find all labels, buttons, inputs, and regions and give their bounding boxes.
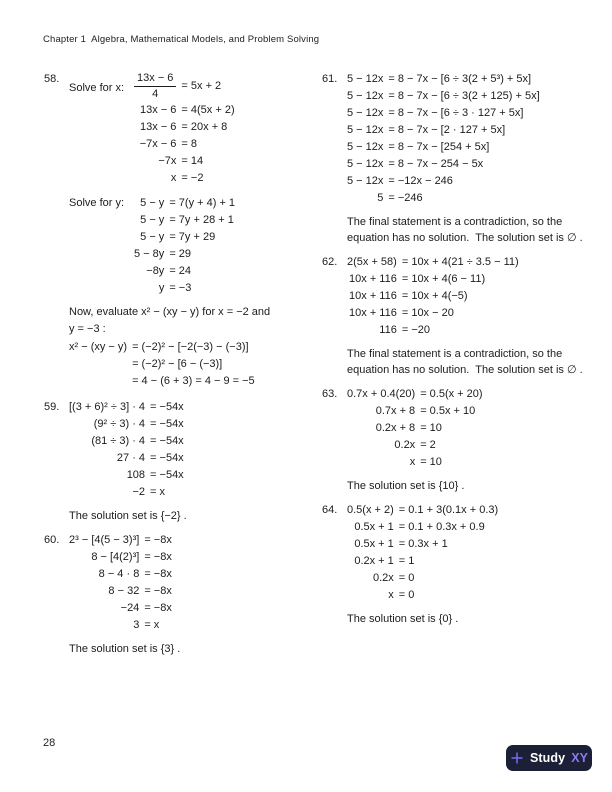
equation-lhs: 13x − 6 <box>140 121 177 133</box>
equation-lhs: 0.5x + 1 <box>354 521 394 533</box>
equation-block <box>347 71 604 207</box>
problem <box>44 532 312 656</box>
equation-lhs: 2(5x + 58) <box>347 256 397 268</box>
equation-rhs: = 0 <box>398 589 415 601</box>
equation-lhs: 0.5x + 1 <box>354 538 394 550</box>
equation-lines <box>134 71 235 187</box>
equation-lines <box>69 532 172 634</box>
plus-icon <box>510 751 524 765</box>
equation-rhs: = −8x <box>144 534 172 546</box>
solution-statement: The solution set is {10} . <box>347 480 465 492</box>
equation-rhs: = 8 − 7x − [2 · 127 + 5x] <box>388 124 506 136</box>
problem-body <box>347 502 604 626</box>
equation-lhs: (81 ÷ 3) · 4 <box>91 435 146 447</box>
equation-lhs: −24 <box>120 602 140 614</box>
equation-lines <box>69 399 184 501</box>
equation-lines <box>347 502 498 604</box>
equation-lhs: 5 <box>377 192 384 204</box>
equation-rhs: = (−2)² − [6 − (−3)] <box>132 358 223 370</box>
equation-lhs: 10x + 116 <box>349 307 397 319</box>
logo-study-label: Study <box>529 751 566 765</box>
equation-lhs: 0.2x <box>394 439 416 451</box>
equation-lhs: 5 − 12x <box>347 107 384 119</box>
solution-statement: equation has no solution. The solution set is ∅ . <box>347 364 583 376</box>
equation-rhs: = −54x <box>150 469 184 481</box>
equation-rhs: = −54x <box>150 435 184 447</box>
problem <box>322 254 604 377</box>
equation-rhs: = 0.1 + 0.3x + 0.9 <box>398 521 485 533</box>
equation-lhs: x² − (xy − y) <box>69 341 128 353</box>
equation-rhs: = (−2)² − [−2(−3) − (−3)] <box>132 341 249 353</box>
equation-block <box>69 195 312 297</box>
equation-lhs: 0.2x <box>372 572 394 584</box>
equation-rhs: = −8x <box>144 602 172 614</box>
equation-rhs: = 10x − 20 <box>401 307 454 319</box>
equation-lhs: −8y <box>146 265 165 277</box>
equation-rhs: = −8x <box>144 568 172 580</box>
equation-lhs: 8 − 4 · 8 <box>98 568 140 580</box>
equation-lhs: 10x + 116 <box>349 290 397 302</box>
equation-rhs: = −54x <box>150 401 184 413</box>
problem <box>44 399 312 523</box>
problem-body <box>69 532 312 656</box>
problem-number: 59. <box>44 401 60 413</box>
equation-rhs: = 29 <box>169 248 192 260</box>
equation-block <box>347 502 604 604</box>
equation-rhs: = −12x − 246 <box>388 175 453 187</box>
solution-statement: The solution set is {3} . <box>69 643 181 655</box>
equation-lhs: x <box>388 589 394 601</box>
problem-number: 64. <box>322 504 338 516</box>
equation-rhs: = 5x + 2 <box>181 80 222 92</box>
equation-rhs: = 8 − 7x − [6 ÷ 3(2 + 5³) + 5x] <box>388 73 532 85</box>
equation-rhs: = −2 <box>181 172 204 184</box>
problem-number: 63. <box>322 388 338 400</box>
fraction-denominator: 4 <box>152 88 159 100</box>
problem <box>44 71 312 390</box>
equation-lhs: 5 − 12x <box>347 158 384 170</box>
equation-rhs: = 0.5x + 10 <box>420 405 476 417</box>
equation-rhs: = x <box>144 619 160 631</box>
equation-lines <box>347 71 540 207</box>
equation-rhs: = −3 <box>169 282 192 294</box>
equation-rhs: = 8 <box>181 138 198 150</box>
equation-block <box>69 399 312 501</box>
equation-rhs: = 7y + 29 <box>169 231 216 243</box>
problem <box>322 502 604 626</box>
statement-text: y = −3 : <box>69 323 106 335</box>
equation-lhs: 5 − 12x <box>347 124 384 136</box>
statement-text: Now, evaluate x² − (xy − y) for x = −2 and <box>69 306 271 318</box>
equation-lhs: 2³ − [4(5 − 3)³] <box>69 534 140 546</box>
equation-rhs: = 2 <box>420 439 436 451</box>
equation-lhs: −7x <box>158 155 177 167</box>
problem-number: 62. <box>322 256 338 268</box>
equation-lines <box>347 386 483 471</box>
right-column <box>322 71 604 635</box>
solve-label: Solve for x: <box>69 82 125 94</box>
equation-rhs: = −54x <box>150 418 184 430</box>
problem-number: 58. <box>44 73 60 85</box>
equation-rhs: = −20 <box>401 324 430 336</box>
equation-lhs: 0.7x + 0.4(20) <box>347 388 416 400</box>
equation-lhs: x <box>170 172 177 184</box>
solution-statement: The final statement is a contradiction, so the <box>347 348 563 360</box>
equation-rhs: = 8 − 7x − 254 − 5x <box>388 158 484 170</box>
equation-lhs: 5 − 12x <box>347 73 384 85</box>
left-column <box>44 71 312 665</box>
equation-rhs: = 8 − 7x − [6 ÷ 3(2 + 125) + 5x] <box>388 90 540 102</box>
equation-rhs: = −54x <box>150 452 184 464</box>
equation-lhs: 5 − y <box>140 214 165 226</box>
equation-rhs: = x <box>150 486 166 498</box>
equation-lhs: x <box>409 456 416 468</box>
equation-rhs: = 8 − 7x − [254 + 5x] <box>388 141 490 153</box>
equation-rhs: = 0.3x + 1 <box>398 538 448 550</box>
equation-lhs: −7x − 6 <box>139 138 177 150</box>
equation-lhs: 108 <box>126 469 146 481</box>
equation-block <box>347 386 604 471</box>
chapter-header: Chapter 1 Algebra, Mathematical Models, and Problem Solving <box>43 34 320 45</box>
equation-rhs: = 20x + 8 <box>181 121 228 133</box>
equation-lhs: [(3 + 6)² ÷ 3] · 4 <box>69 401 146 413</box>
equation-lhs: 0.7x + 8 <box>375 405 416 417</box>
problem <box>322 71 604 245</box>
problem-number: 61. <box>322 73 338 85</box>
equation-lhs: 5 − y <box>140 231 165 243</box>
problem-body <box>69 71 312 390</box>
equation-rhs: = 10 <box>420 422 442 434</box>
equation-block <box>69 71 312 187</box>
equation-rhs: = −8x <box>144 551 172 563</box>
equation-lhs: 5 − 12x <box>347 90 384 102</box>
solution-statement: The solution set is {−2} . <box>69 510 187 522</box>
problem-body <box>347 254 604 377</box>
equation-rhs: = 4(5x + 2) <box>181 104 235 116</box>
equation-rhs: = 7(y + 4) + 1 <box>169 197 236 209</box>
equation-rhs: = 10 <box>420 456 442 468</box>
equation-rhs: = 8 − 7x − [6 ÷ 3 · 127 + 5x] <box>388 107 524 119</box>
equation-rhs: = 10x + 4(21 ÷ 3.5 − 11) <box>401 256 519 268</box>
equation-lhs: (9² ÷ 3) · 4 <box>93 418 146 430</box>
equation-lhs: 10x + 116 <box>349 273 397 285</box>
equation-rhs: = 0.5(x + 20) <box>420 388 483 400</box>
equation-rhs: = 0.1 + 3(0.1x + 0.3) <box>398 504 499 516</box>
equation-lhs: 3 <box>133 619 140 631</box>
equation-lhs: 0.5(x + 2) <box>347 504 394 516</box>
solution-statement: The solution set is {0} . <box>347 613 459 625</box>
fraction-numerator: 13x − 6 <box>134 72 176 87</box>
equation-rhs: = 4 − (6 + 3) = 4 − 9 = −5 <box>132 375 255 387</box>
equation-rhs: = −8x <box>144 585 172 597</box>
equation-lhs: 116 <box>379 324 397 336</box>
solution-statement: The final statement is a contradiction, so the <box>347 216 563 228</box>
equation-rhs: = 0 <box>398 572 415 584</box>
equation-lhs: 0.2x + 1 <box>354 555 394 567</box>
equation-lhs: 13x − 6 <box>140 104 177 116</box>
equation-lhs: 27 · 4 <box>116 452 146 464</box>
equation-rhs: = 1 <box>398 555 415 567</box>
equation-block <box>69 532 312 634</box>
equation-lines <box>347 254 519 339</box>
problem-body <box>347 386 604 493</box>
problem <box>322 386 604 493</box>
equation-rhs: = 7y + 28 + 1 <box>169 214 234 226</box>
problem-number: 60. <box>44 534 60 546</box>
equation-lhs <box>134 71 176 102</box>
equation-lines <box>69 339 255 390</box>
equation-rhs: = 14 <box>181 155 204 167</box>
equation-rhs: = 10x + 4(6 − 11) <box>401 273 486 285</box>
solution-statement: equation has no solution. The solution set is ∅ . <box>347 232 583 244</box>
equation-lhs: y <box>158 282 165 294</box>
equation-block <box>69 339 312 390</box>
equation-rhs: = 10x + 4(−5) <box>401 290 468 302</box>
fraction <box>134 72 176 101</box>
equation-lhs: −2 <box>132 486 146 498</box>
equation-lhs: 5 − 12x <box>347 175 384 187</box>
problem-body <box>69 399 312 523</box>
studyxy-logo <box>506 745 592 771</box>
equation-lhs: 8 − 32 <box>108 585 140 597</box>
equation-lhs: 0.2x + 8 <box>375 422 416 434</box>
page-number: 28 <box>43 737 56 749</box>
problem-body <box>347 71 604 245</box>
equation-lhs: 5 − y <box>140 197 165 209</box>
equation-lhs: 8 − [4(2)³] <box>91 551 140 563</box>
equation-block <box>347 254 604 339</box>
equation-rhs: = −246 <box>388 192 423 204</box>
equation-lines <box>134 195 235 297</box>
equation-rhs: = 24 <box>169 265 192 277</box>
equation-lhs: 5 − 8y <box>134 248 165 260</box>
solve-label: Solve for y: <box>69 197 125 209</box>
logo-xy-label: XY <box>571 751 589 765</box>
equation-lhs: 5 − 12x <box>347 141 384 153</box>
